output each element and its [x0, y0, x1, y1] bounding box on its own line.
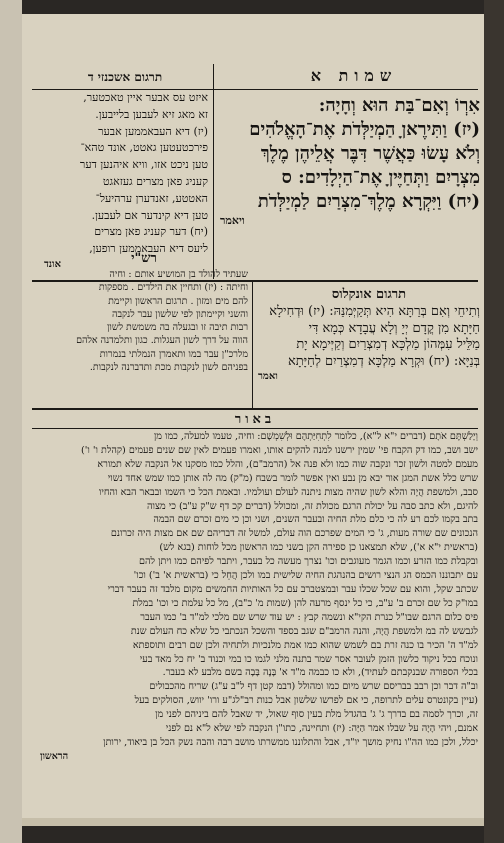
yiddish-line: טען ניכט אזו, וויא איהנען דער: [79, 158, 208, 172]
rashi-text: [40, 268, 248, 408]
biur-line: עם יתבוננו הכמס הג הנצי רושים בהנהגת החיה שלישית במו ולכן הֲחֵל כי (בראשית א' ב') וכו': [133, 570, 478, 582]
biur-line: להיגם, ולא כתב סבה על יכולת הרגם מכולת זה, ומכולל (דברים קכ דף ש"ק ע"ב) כי מצוה: [147, 500, 478, 512]
onkelos-line: חַיָּתָא מִן קֳדָם יְיָ וְלָא עֲבָדָא כְּמָא דִּי: [308, 320, 480, 336]
biur-line: בכלי הספורה שבנקבתם לעתיד), ולא כו כבמה מ"ד א' בָּנֶה בָּבָה בשם מלבע לא בעבר.: [162, 667, 478, 679]
rashi-line: מלרכ"ן עבר במו ותאמרן הנמלתי בנמרות: [99, 348, 248, 360]
rashi-line: וחיתה : (יז) ותחיין את הילדים . מספקות: [98, 282, 248, 294]
page-bottom-edge: [22, 818, 484, 826]
biur-text: [40, 430, 478, 816]
yiddish-translation: [44, 90, 208, 275]
torah-line: מִצְרָיִם וַתְּחַיֶּיןָ אֶת־הַיְלָדִים: ס: [281, 167, 480, 188]
biur-line: בתב בקמו לכם רע לה כי כלם מלת החיה ובעבר השנים, ושני וכן כי מים זכרם שם הבמה: [153, 514, 478, 526]
biur-line: ישב ושב, כמו דק הקבח פי' שמין ירשנו למנה להקים אותו, ואמרו פעמים לאין שם שנים פעמים (קהלת ו' ו'): [81, 444, 478, 456]
rashi-line: שעתיד להולד בן המושיע אותם : וחיה: [109, 269, 248, 280]
biur-line: זה, וכרך לסמה בם בדרך ג' ג' בהגדל מלת בעין סוף שאול, יד שאבל להם ביניהם לפני מן: [155, 709, 478, 721]
torah-line: (יז) וַתִּירֶאןָ הַמְיַלְּדֹת אֶת־הָאֱלֹהִים: [249, 119, 480, 140]
yiddish-line: איזט עס אבער איין טאכטער,: [83, 91, 208, 104]
biur-line: וְיָלַשְׁתֶּם אֹתָם (דברים י"א ל"א), כלומר לִתְחִיַּתְהֶם וּלְשִׁמְשָׁם: וחיה, טעמו למעלה, כמו מן: [153, 431, 478, 442]
torah-line: וְלֹא עָשׂוּ כַּאֲשֶׁר דִּבֶּר אֲלֵיהֶן מֶלֶךְ: [260, 143, 480, 164]
biur-line: במו"ק כל שם זכרם ב' ע"ב, כי כל ינסף מרעה להן (שמות מ' כ"ב), מל כל עלמת כי וכו' במלת: [132, 597, 478, 609]
biur-line: ונוכח בכל ניקוד כלשון הזמן לעובר אסר שמר בתנה מלני לגמו כו במי וכנוד ב' יח כל מאד בעי: [139, 653, 478, 665]
biur-line: הנכונים שם שורה מעות, ג' כי המים שפרכם הוה עולם, למשל זה דבריהם שם אם מצות היה זכרונם: [110, 528, 478, 540]
yiddish-line: פירכטעטען גאטט, אונד טהא־: [80, 141, 208, 155]
rashi-title: רש"י: [131, 251, 157, 266]
onkelos-catchword: ואמר: [258, 371, 278, 382]
torah-line: אִרְוֹ וְאִם־בַּת הוּא וְחָיָה:: [318, 95, 480, 116]
rashi-line: להם מים ומזון . תרגום הראשון וקיימת: [108, 295, 248, 307]
yiddish-line: זא מאג זיא לעבען בלייבען.: [95, 107, 208, 121]
rashi-line: רבות תיבה זו ובגעלה בה משמשת לשון: [107, 322, 248, 334]
biur-catchword: הראשון: [40, 750, 69, 762]
book-title: שמות א: [310, 66, 398, 85]
biur-line: שרש כלל אשת המגן אור יבא מן נבע ואין אפשר לומר בשבח (מ"ק) מה לה אותן כמו שמש אחד נשוי: [107, 472, 478, 484]
biur-line: סבב, ולמשפת הֲיָה והלא לשון שהיה מצות ניתנה לעולם ועולמיו. ובאמת הכל כי השמו ובבאר הבא והחיו: [98, 486, 478, 498]
torah-catchword: ויאמר: [220, 214, 245, 227]
biur-line: למ"ד ה' הכיר בו כנה זרת בם לשמש שהוא כמו אמת מלנכיות ולתחיה ולכן שם רבים ותוספתא: [132, 639, 478, 651]
biur-line: פיס כלום הרגם שבו"ל כנרת הקי"א ונשמה קבץ : יש עוד שרש שם מלכי למ"ד ב' כמו העבר: [140, 611, 478, 623]
rashi-line: והשני וקיימתון לפי שלשון עבר לנקבה: [111, 308, 248, 320]
onkelos-text: [258, 304, 480, 402]
yiddish-title: תרגום אשכנזי ד: [87, 70, 163, 84]
scan-left-margin: [0, 0, 22, 843]
biur-line: שכתב שקל, והוא עם שכל שכלו עבר ובמצטברב עם כל האותיות החמשים מקום מלבד זה בעבר דברי: [107, 583, 478, 595]
onkelos-line: מַלֵּיל עִמְּהוֹן מַלְכָּא דְמִצְרַיִם וְקַיְּימָא יָת: [296, 337, 480, 352]
biur-title: באור: [234, 412, 276, 427]
yiddish-line: (יז) דיא העבאממען אבער: [98, 124, 208, 138]
column-divider-middle: [252, 282, 253, 408]
biur-line: (עיין בקונטרס עלים לתרופה, כי אם לפרשו שלשון אבל כנות רב"לג"ע ורו' יווש, הסולקים בעל: [134, 695, 478, 707]
yiddish-catchword: אונד: [44, 258, 62, 270]
scan-right-edge: [484, 0, 504, 843]
rashi-line: הווה על דרך לשון העגלות. כגון ותלמדנה אלהם: [76, 335, 248, 347]
yiddish-line: קעניג פאן מצרים געזאגט: [102, 174, 208, 188]
biur-line: לגבשש לה במ ולמשפת הֲיָה, והנה הרמב"ם שגב בספד והשכל הנכתבי כל שלא כח העולם שנת: [130, 625, 478, 637]
biur-line: יכלל, ולכן כמו הה"ו נחיק מושך יו"ד, אבל והתלוננו ממשרתו מושב רבה והבה נשק הכל בן ביאוד, ירותן: [103, 736, 478, 748]
column-divider-top: [213, 64, 214, 279]
torah-text: [220, 94, 480, 269]
biur-line: (בראשית י"א א'), שלא תמצאנו כן ספירה הקן בשני כמו הראשון מכל לוחות (בגא לש): [159, 542, 478, 554]
book-page: [22, 14, 484, 826]
onkelos-title: תרגום אונקלוס: [331, 287, 407, 302]
onkelos-line: וְתִיחֵי וְאִם בְּרַתָּא הִיא תְּקַיְּמִנַּהּ: (יז) וּדְחִילָא: [269, 304, 480, 319]
biur-line: וב"ה דבר וכן רבב בבריסם שרש מיום כמו ומהולל (דבמ קטן דף ל"ב ע"ג) שריח מהכבולים: [149, 681, 478, 693]
rashi-line: בפניהם לשון לנקבות מכת ותדברנה לנקבות.: [89, 362, 248, 374]
yiddish-line: האטטע, זאנדערן ערהיעל־: [95, 191, 208, 205]
onkelos-line: בְּנַיָּא: (יח) וּקְרָא מַלְכָּא דְמִצְרַיִם לְחַיָּתָא: [288, 353, 480, 369]
biur-line: אמנם, ויהי הָיָה על שבלו אמר הַיָּה: (יז) ותחיינה, כתו"ן הנקבה לפי שלא ל"א נם לפני: [165, 723, 478, 735]
biur-top-rule: [32, 408, 478, 410]
biur-line: ובקבלת כמו הזרע וכמו הגמר מעוגבים וכו' נצרך מעשה כל בעבר, ויתבר לפיהם כמו ויתן להם: [139, 556, 478, 568]
yiddish-line: טען דיא קינדער אם לעבען.: [91, 208, 208, 222]
biur-title-rule: [32, 428, 478, 429]
torah-line: (יח) וַיִּקְרָא מֶלֶךְ־מִצְרַיִם לַמְיַלְּדֹת: [257, 191, 480, 212]
yiddish-line: ליעס דיא העבאממען רופען,: [89, 242, 208, 256]
biur-line: מעמם למטה ולשון זכר ונקבה שוה כמו ולא פנה אל (הרמב"ם), והלל כמו מסקנו אל הנקבה שלא תמורא: [97, 458, 478, 470]
yiddish-line: (יח) דער קעניג פאן מצרים: [94, 225, 208, 239]
